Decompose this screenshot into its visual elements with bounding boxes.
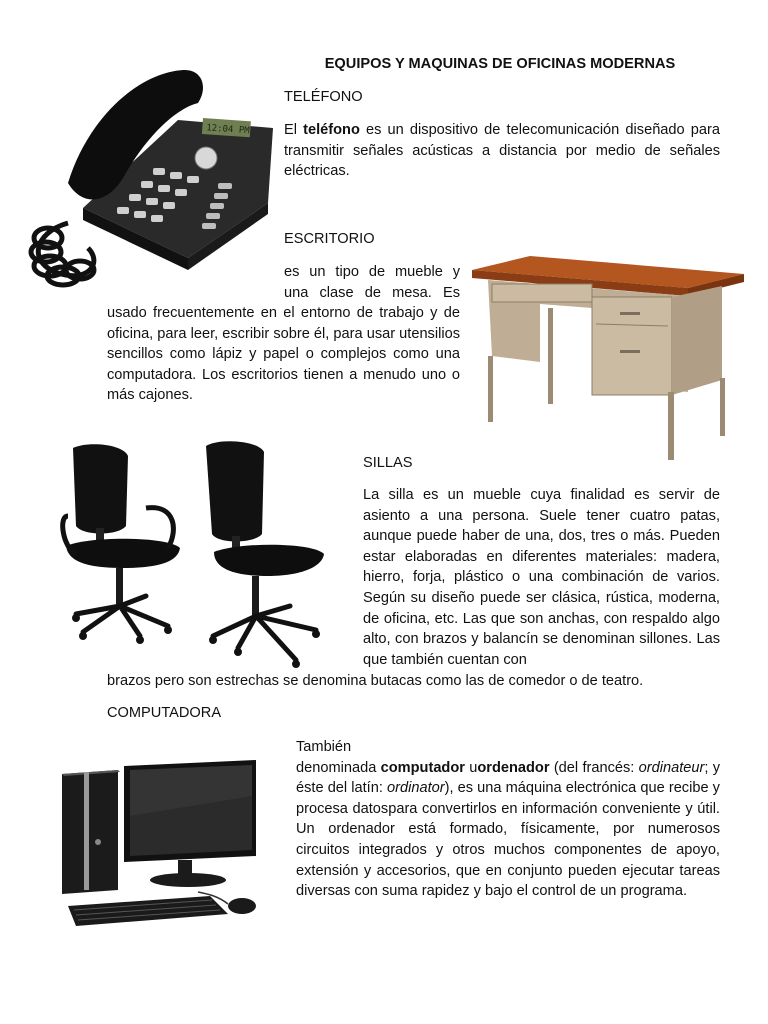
- escritorio-line-1: es un tipo de mueble y: [284, 264, 460, 280]
- telefono-term: teléfono: [303, 122, 360, 138]
- paragraph-telefono: [284, 120, 720, 182]
- heading-escritorio: ESCRITORIO: [284, 231, 375, 247]
- desk-image: [470, 252, 748, 464]
- chair-right-icon: [206, 441, 324, 668]
- document-title: EQUIPOS Y MAQUINAS DE OFICINAS MODERNAS: [324, 56, 676, 72]
- heading-computadora: COMPUTADORA: [107, 705, 222, 721]
- computadora-term-2: ordenador: [477, 759, 550, 776]
- paragraph-sillas-last-line: brazos pero son estrechas se denomina butacas como las de comedor o de teatro.: [107, 673, 644, 689]
- chairs-image: [28, 436, 358, 670]
- paragraph-computadora: [296, 737, 720, 902]
- computadora-text-2: denominada: [296, 759, 381, 776]
- computadora-text-5: ; y éste del latín:: [296, 759, 720, 797]
- computadora-italic-2: ordinator: [387, 780, 445, 797]
- heading-sillas: SILLAS: [363, 455, 413, 471]
- computadora-text-6: ), es una máquina electrónica que recibe y procesa datospara convertirlos en información conveniente y útil. Un ordenador está formado, físicamente, por numerosos circuitos integrados y otros muchos componentes de apoyo, extensión y accesorios, que en conjunto pueden ejecutar tareas diversas con suma rapidez y bajo el control de un programa.: [296, 780, 720, 900]
- computadora-italic-1: ordinateur: [638, 759, 705, 776]
- escritorio-line-2: una clase de mesa. Es: [284, 284, 460, 301]
- paragraph-escritorio-lead: [284, 262, 460, 303]
- chair-left-icon: [63, 444, 180, 644]
- phone-display-text: 12:04 PM: [205, 123, 250, 137]
- telefono-text-pre: El: [284, 122, 304, 138]
- heading-telefono: TELÉFONO: [284, 89, 363, 105]
- computadora-term-1: computador: [380, 759, 465, 776]
- telefono-text-post: es un dispositivo de telecomunicación diseñado para transmitir señales acústicas a distancia por medio de señales eléctricas.: [284, 122, 720, 180]
- paragraph-sillas: La silla es un mueble cuya finalidad es servir de asiento a una persona. Suele tener cuatro patas, aunque puede haber de una, dos, tres o más. Pueden estar elaboradas en diferentes materiales: madera, hierro, forja, plástico o una combinación de varios. Según su diseño puede ser clásica, rústica, moderna, de oficina, etc. Las que son anchas, con respaldo algo alto, con brazos y balancín se denominan sillones. Las que también cuentan con: [363, 487, 720, 668]
- computadora-text-3: u: [464, 759, 478, 776]
- computer-image: [58, 756, 268, 934]
- computadora-text-4: (del francés:: [549, 759, 639, 776]
- computadora-line-1: También: [296, 739, 352, 755]
- telephone-image: [28, 48, 278, 300]
- paragraph-escritorio: usado frecuentemente en el entorno de trabajo y de oficina, para leer, escribir sobre él, para usar utensilios sencillos como lápiz y papel o complejos como una computadora. Los escritorios tienen a menudo uno o más cajones.: [107, 305, 460, 404]
